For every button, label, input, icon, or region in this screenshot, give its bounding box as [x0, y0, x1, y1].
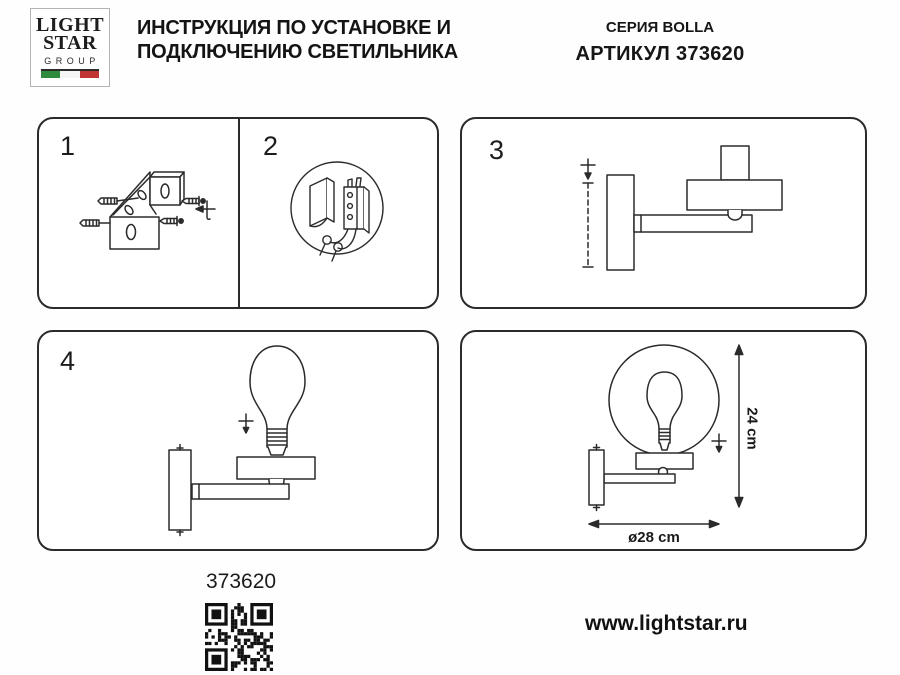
page-title-line1: ИНСТРУКЦИЯ ПО УСТАНОВКЕ И	[137, 17, 451, 39]
panel-steps-1-2	[37, 117, 439, 309]
product-info	[540, 19, 780, 66]
screw-icon	[581, 159, 595, 179]
flag-green-segment	[41, 71, 60, 78]
qr-article-number: 373620	[206, 570, 277, 593]
diameter-dimension-label: ø28 cm	[628, 529, 680, 546]
terminal-block-drawing	[344, 178, 369, 233]
panel-step-3	[460, 117, 867, 309]
wire-cover-drawing	[310, 178, 334, 227]
wall-plug-icon	[98, 198, 138, 204]
flag-red-segment	[80, 71, 99, 78]
website-url: www.lightstar.ru	[585, 612, 748, 635]
logo-word-light: LIGHT	[35, 14, 105, 36]
lamp-body-drawing	[589, 445, 693, 511]
qr-code	[205, 603, 273, 671]
flag-white-segment	[60, 71, 79, 78]
height-dimension-line	[735, 345, 743, 507]
lamp-body-drawing	[169, 445, 315, 536]
step3-number: 3	[489, 135, 505, 165]
panel-step-4	[37, 330, 439, 551]
lightstar-logo	[30, 8, 110, 87]
step4-diagram	[39, 332, 437, 549]
italian-flag-bar	[41, 69, 99, 78]
step1-number: 1	[60, 131, 76, 161]
wall-lamp-side-drawing	[607, 146, 782, 270]
series-label: СЕРИЯ BOLLA	[605, 19, 715, 36]
article-label: АРТИКУЛ 373620	[575, 43, 745, 65]
wires-drawing	[320, 229, 356, 261]
screw-icon	[712, 434, 726, 452]
screw-icon	[182, 197, 205, 206]
page-title-line2: ПОДКЛЮЧЕНИЮ СВЕТИЛЬНИКА	[137, 41, 459, 64]
panel-dimensions	[460, 330, 867, 551]
step2-number: 2	[263, 131, 279, 161]
wall-line	[583, 183, 593, 267]
wall-plug-icon	[80, 220, 110, 226]
width-dimension-line	[589, 520, 719, 527]
screw-icon	[160, 217, 183, 226]
dimensions-diagram	[462, 332, 865, 549]
screw-icon	[239, 414, 253, 433]
height-dimension-label: 24 cm	[743, 407, 761, 450]
page-title	[137, 16, 517, 65]
step3-diagram	[462, 119, 865, 307]
light-bulb-drawing	[250, 346, 305, 455]
logo-word-group: GROUP	[44, 55, 100, 66]
step4-number: 4	[60, 346, 76, 376]
mounting-bracket-drawing	[110, 172, 184, 249]
qr-code-container	[205, 603, 273, 671]
logo-word-star: STAR	[43, 32, 97, 55]
